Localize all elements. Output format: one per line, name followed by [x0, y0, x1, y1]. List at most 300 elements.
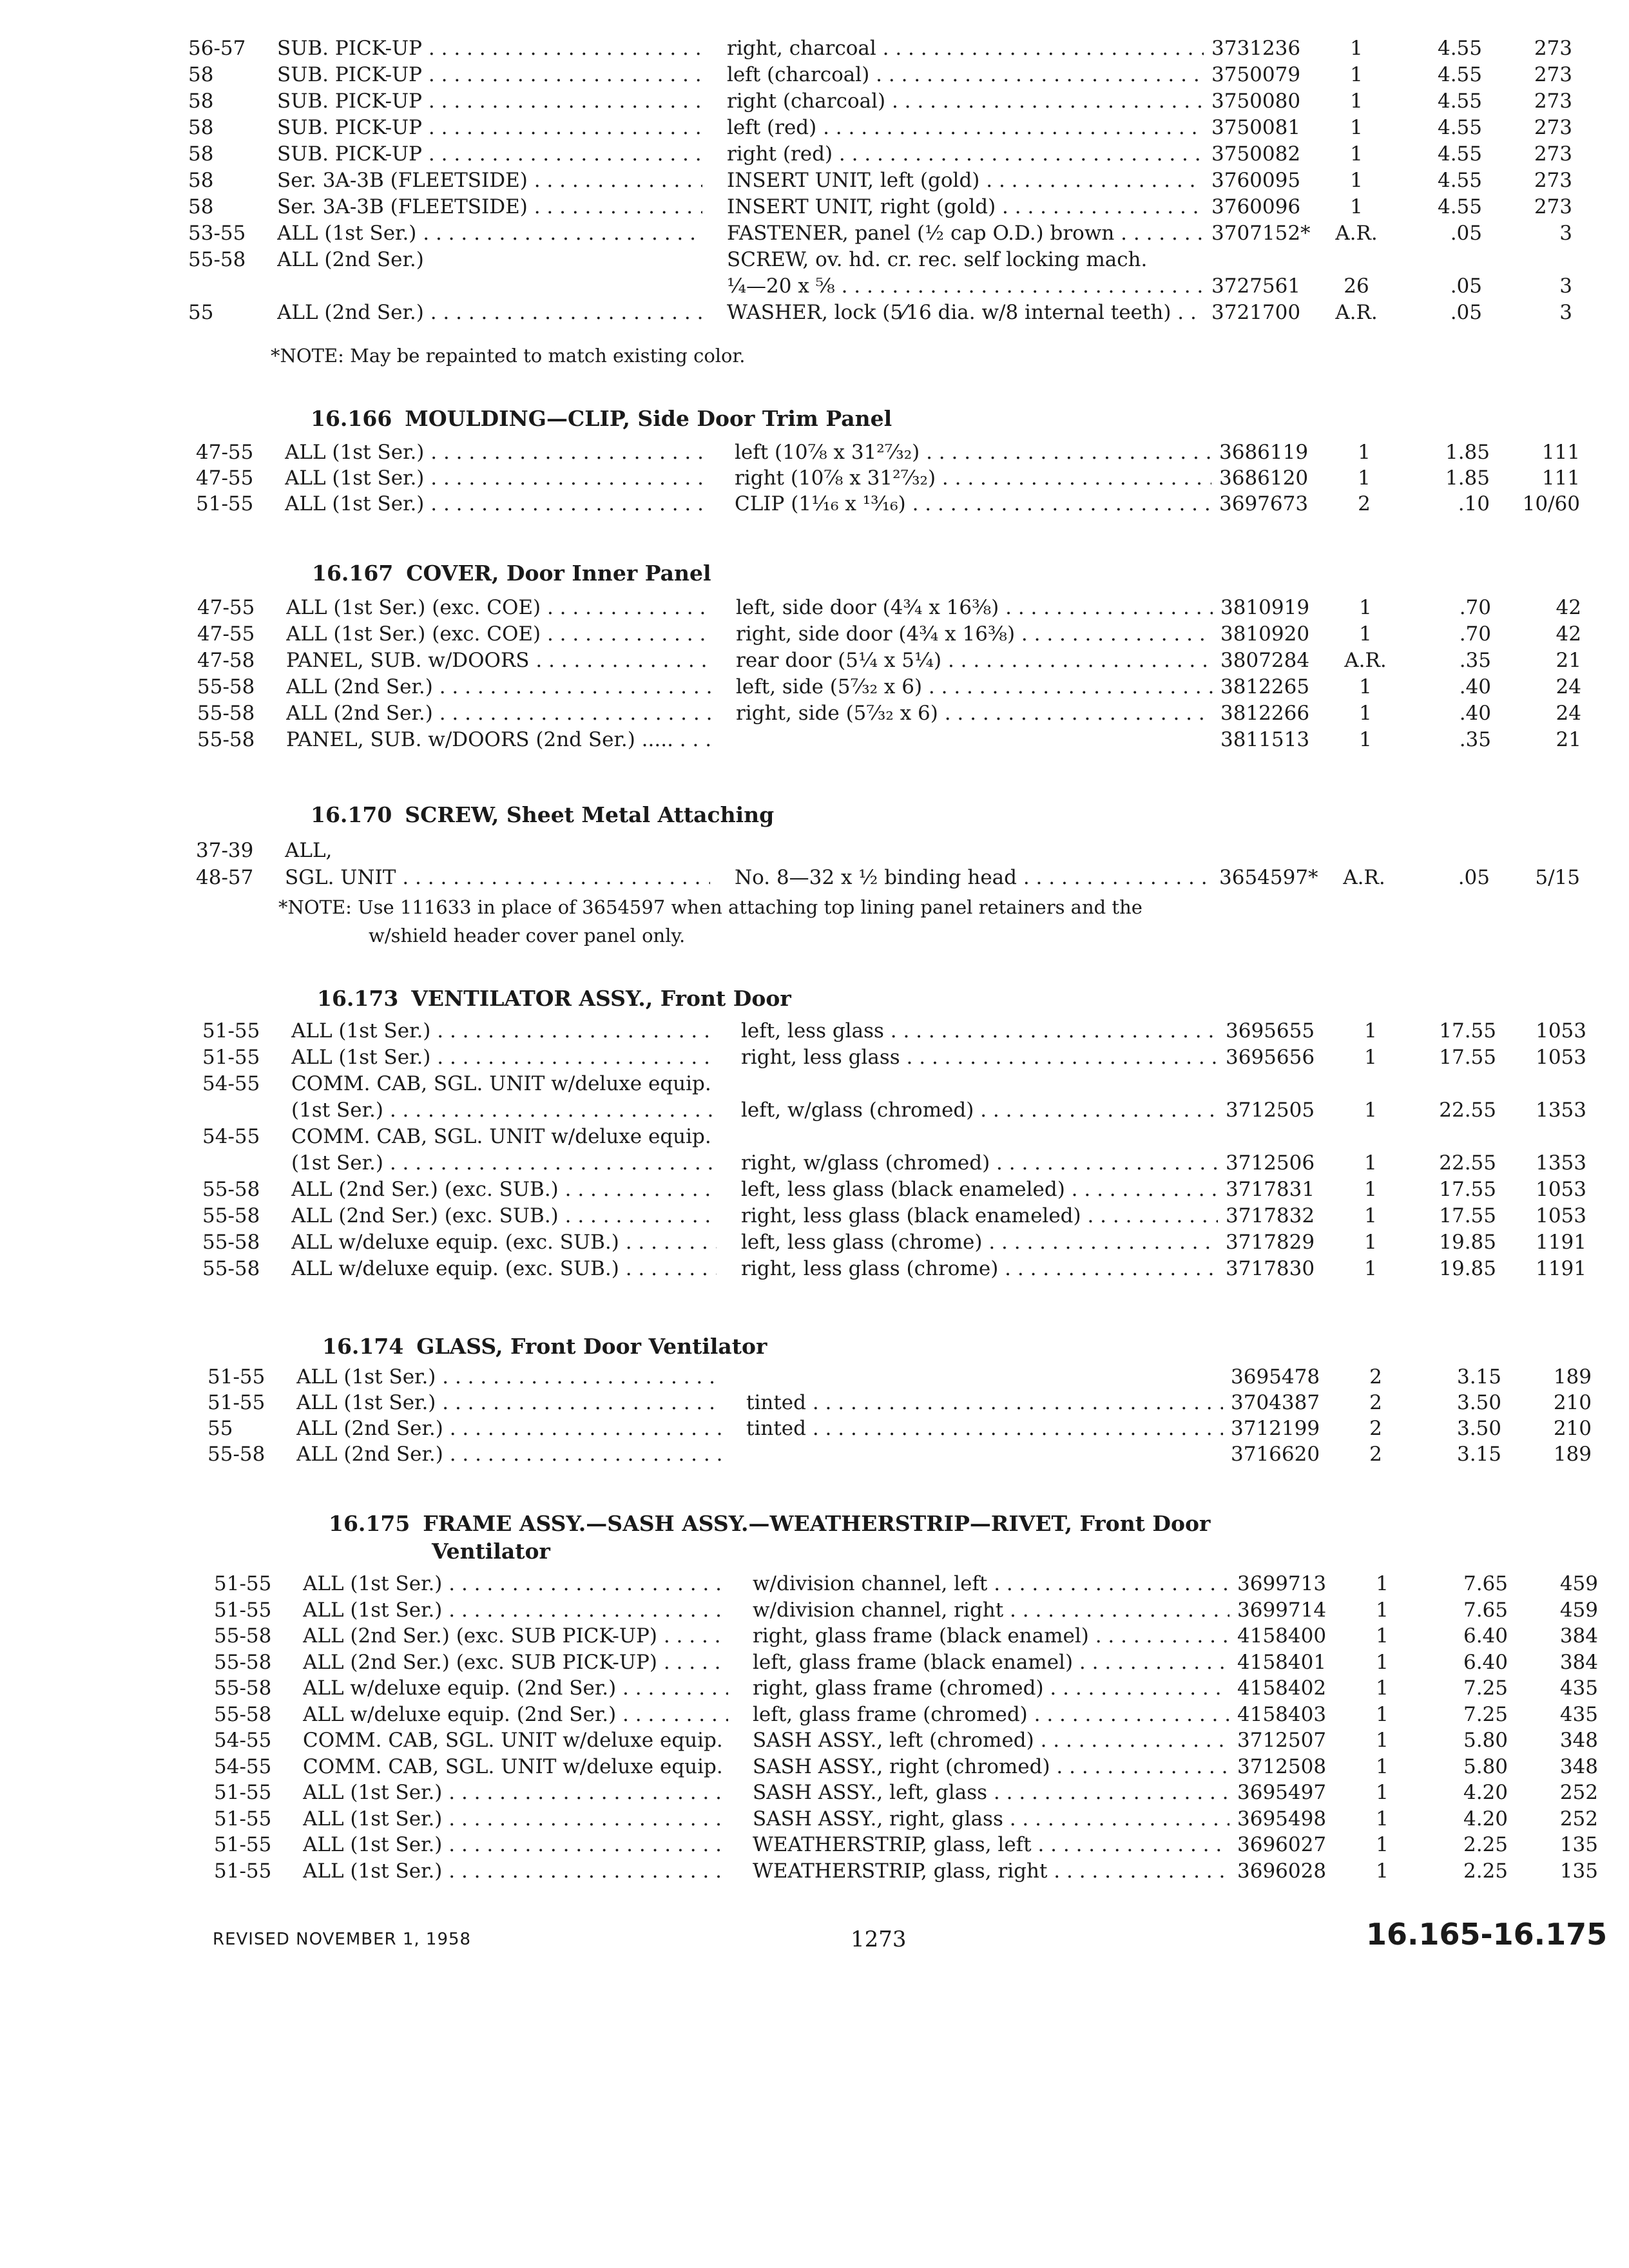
table-row	[19, 1441, 1629, 1467]
section-title: COVER, Door Inner Panel	[406, 561, 711, 586]
description-cell	[727, 194, 1204, 220]
years-cell-text: 55-58	[202, 1204, 260, 1227]
package-price-cell	[1514, 1675, 1598, 1701]
models-cell-text: ALL (2nd Ser.) (exc. SUB PICK-UP) . . .	[303, 1624, 728, 1648]
quantity-cell-text: 1	[1350, 142, 1363, 166]
section-title: SCREW, Sheet Metal Attaching	[405, 802, 775, 827]
part-number-cell-text: 3696027	[1237, 1833, 1327, 1856]
description-cell-text: right, less glass (black enameled) . . .	[741, 1204, 1218, 1227]
price-cell-text: 6.40	[1463, 1651, 1508, 1674]
part-number-cell	[1237, 1832, 1360, 1858]
models-cell-text: ALL (1st Ser.) . . .	[285, 466, 710, 490]
models-cell	[277, 300, 702, 325]
package-price-cell	[1503, 1177, 1586, 1202]
part-number-cell	[1220, 621, 1343, 647]
models-cell	[296, 1416, 722, 1441]
package-price-cell-text: 189	[1553, 1365, 1592, 1389]
models-cell	[286, 595, 711, 620]
quantity-cell	[1347, 1390, 1405, 1416]
package-price-cell	[1498, 674, 1581, 700]
quantity-cell	[1336, 700, 1394, 726]
description-cell	[736, 595, 1213, 620]
description-cell-text: WASHER, lock (5⁄16 dia. w/8 internal teeth) . . .	[727, 301, 1204, 324]
quantity-cell-text: 1	[1359, 728, 1372, 751]
part-number-cell	[1219, 865, 1342, 890]
description-cell	[727, 35, 1204, 61]
models-cell	[296, 1441, 722, 1467]
description-cell-text: right, charcoal . . .	[727, 37, 1204, 60]
price-cell-text: 7.65	[1463, 1599, 1508, 1622]
description-cell	[746, 1390, 1223, 1416]
table-row	[19, 1416, 1629, 1441]
description-cell	[736, 700, 1213, 726]
years-cell	[188, 168, 265, 193]
part-number-cell-text: 3731236	[1211, 37, 1301, 60]
models-cell	[286, 621, 711, 647]
quantity-cell	[1327, 168, 1385, 193]
price-cell	[1411, 1597, 1508, 1623]
quantity-cell	[1335, 865, 1393, 890]
price-cell	[1411, 1649, 1508, 1675]
years-cell-text: 55	[188, 301, 214, 324]
price-cell-text: 19.85	[1439, 1257, 1496, 1280]
models-cell	[277, 220, 702, 246]
price-cell	[1385, 220, 1482, 246]
table-row	[26, 1727, 1629, 1753]
models-cell-text: ALL (1st Ser.) . . .	[303, 1833, 728, 1856]
section-number: 16.170	[311, 802, 392, 827]
package-price-cell-text: 1053	[1536, 1178, 1586, 1201]
models-cell-text: ALL w/deluxe equip. (exc. SUB.) . . .	[291, 1231, 717, 1254]
page-number: 1273	[851, 1927, 907, 1952]
description-cell	[753, 1571, 1229, 1597]
price-cell	[1385, 141, 1482, 167]
quantity-cell	[1327, 220, 1385, 246]
price-cell-text: 6.40	[1463, 1624, 1508, 1648]
table-row	[8, 439, 1629, 465]
package-price-cell	[1514, 1727, 1598, 1753]
package-price-cell	[1498, 727, 1581, 753]
years-cell-text: 56-57	[188, 37, 246, 60]
part-number-cell-text: 3716620	[1231, 1443, 1320, 1466]
models-cell-text: ALL (2nd Ser.) (exc. SUB.) . . .	[291, 1204, 717, 1227]
price-cell	[1400, 1229, 1496, 1255]
quantity-cell	[1336, 727, 1394, 753]
models-cell	[286, 648, 711, 673]
models-cell	[291, 1071, 717, 1097]
quantity-cell	[1327, 300, 1385, 325]
quantity-cell	[1327, 35, 1385, 61]
part-number-cell-text: 3760095	[1211, 169, 1301, 192]
years-cell-text: 55-58	[197, 675, 255, 698]
table-row	[14, 1256, 1629, 1282]
part-number-cell	[1220, 700, 1343, 726]
part-number-cell	[1231, 1441, 1353, 1467]
quantity-cell-text: 1	[1376, 1624, 1389, 1648]
part-number-cell	[1237, 1623, 1360, 1649]
table-row	[26, 1858, 1629, 1884]
price-cell-text: 2.25	[1463, 1833, 1508, 1856]
years-cell	[196, 865, 273, 890]
part-number-cell-text: 3717830	[1226, 1257, 1315, 1280]
description-cell	[736, 621, 1213, 647]
part-number-cell	[1220, 648, 1343, 673]
package-price-cell-text: 1053	[1536, 1019, 1586, 1043]
price-cell	[1411, 1754, 1508, 1780]
quantity-cell	[1327, 194, 1385, 220]
part-number-cell-text: 3695497	[1237, 1781, 1327, 1804]
price-cell-text: 5.80	[1463, 1755, 1508, 1778]
years-cell	[197, 674, 275, 700]
package-price-cell	[1508, 1390, 1592, 1416]
years-cell-text: 51-55	[202, 1046, 260, 1069]
years-cell	[214, 1806, 291, 1832]
part-number-cell	[1226, 1018, 1348, 1044]
part-number-cell-text: 3750079	[1211, 63, 1301, 86]
package-price-cell	[1514, 1702, 1598, 1727]
table-row	[0, 141, 1629, 167]
package-price-cell	[1498, 595, 1581, 620]
quantity-cell	[1342, 1150, 1400, 1176]
years-cell	[214, 1702, 291, 1727]
quantity-cell-text: 1	[1350, 90, 1363, 113]
description-cell	[741, 1150, 1218, 1176]
description-cell-text: left (red) . . .	[727, 116, 1204, 139]
years-cell-text: 55-58	[202, 1178, 260, 1201]
part-number-cell	[1226, 1229, 1348, 1255]
quantity-cell-text: 1	[1350, 37, 1363, 60]
description-cell-text: w/division channel, left . . .	[753, 1572, 1229, 1595]
description-cell	[753, 1675, 1229, 1701]
description-cell-text: rear door (5¼ x 5¼) . . .	[736, 649, 1213, 672]
table-row	[26, 1754, 1629, 1780]
package-price-cell	[1514, 1597, 1598, 1623]
years-cell-text: 51-55	[214, 1860, 272, 1883]
package-price-cell-text: 273	[1534, 169, 1572, 192]
models-cell	[303, 1832, 728, 1858]
price-cell-text: .40	[1459, 702, 1491, 725]
package-price-cell	[1508, 1441, 1592, 1467]
models-cell-text: ALL (1st Ser.) . . .	[303, 1599, 728, 1622]
description-cell	[735, 439, 1211, 465]
price-cell-text: .35	[1459, 649, 1491, 672]
models-cell	[303, 1649, 728, 1675]
quantity-cell-text: 1	[1364, 1204, 1377, 1227]
package-price-cell-text: 348	[1559, 1755, 1598, 1778]
price-cell	[1394, 674, 1491, 700]
price-cell	[1400, 1203, 1496, 1229]
years-cell-text: 51-55	[214, 1781, 272, 1804]
years-cell-text: 47-55	[196, 466, 254, 490]
models-cell-text: SUB. PICK-UP . . .	[277, 37, 702, 60]
package-price-cell-text: 1353	[1536, 1151, 1586, 1175]
part-number-cell	[1237, 1754, 1360, 1780]
part-number-cell-text: 3695498	[1237, 1807, 1327, 1831]
part-number-cell	[1226, 1177, 1348, 1202]
description-cell-text: right, side (5⁷⁄₃₂ x 6) . . .	[736, 702, 1213, 725]
section-note: *NOTE: Use 111633 in place of 3654597 when attaching top lining panel retainers and the	[278, 896, 1142, 918]
description-cell-text: SASH ASSY., right (chromed) . . .	[753, 1755, 1229, 1778]
models-cell	[277, 35, 702, 61]
description-cell-text: right, less glass (chrome) . . .	[741, 1257, 1218, 1280]
part-number-cell-text: 3717832	[1226, 1204, 1315, 1227]
description-cell	[753, 1832, 1229, 1858]
quantity-cell-text: 1	[1376, 1599, 1389, 1622]
years-cell-text: 51-55	[214, 1807, 272, 1831]
package-price-cell-text: 435	[1559, 1677, 1598, 1700]
description-cell-text: SCREW, ov. hd. cr. rec. self locking mach.	[727, 248, 1148, 271]
description-cell	[741, 1097, 1218, 1123]
models-cell	[291, 1150, 717, 1176]
price-cell	[1385, 115, 1482, 140]
models-cell	[286, 700, 711, 726]
section-header	[312, 561, 711, 586]
table-row	[14, 1150, 1629, 1176]
years-cell	[197, 648, 275, 673]
quantity-cell-text: 1	[1376, 1651, 1389, 1674]
description-cell-text: INSERT UNIT, left (gold) . . .	[727, 169, 1204, 192]
price-cell-text: 7.25	[1463, 1703, 1508, 1726]
quantity-cell-text: 1	[1376, 1755, 1389, 1778]
part-number-cell-text: 3760096	[1211, 195, 1301, 218]
price-cell-text: 22.55	[1439, 1151, 1496, 1175]
years-cell	[196, 439, 273, 465]
models-cell	[285, 439, 710, 465]
years-cell-text: 47-55	[196, 441, 254, 464]
price-cell	[1393, 465, 1490, 491]
section-title: VENTILATOR ASSY., Front Door	[411, 986, 791, 1011]
price-cell-text: 3.15	[1456, 1443, 1501, 1466]
quantity-cell-text: 1	[1364, 1231, 1377, 1254]
price-cell-text: 2.25	[1463, 1860, 1508, 1883]
years-cell	[214, 1832, 291, 1858]
quantity-cell	[1327, 141, 1385, 167]
quantity-cell-text: 2	[1369, 1391, 1382, 1414]
package-price-cell-text: 252	[1559, 1807, 1598, 1831]
price-cell-text: 4.20	[1463, 1781, 1508, 1804]
price-cell	[1393, 439, 1490, 465]
table-row	[26, 1780, 1629, 1805]
package-price-cell	[1489, 62, 1572, 88]
part-number-cell	[1219, 491, 1342, 517]
part-number-cell	[1226, 1256, 1348, 1282]
quantity-cell	[1353, 1623, 1411, 1649]
years-cell-text: 55-58	[214, 1703, 272, 1726]
description-cell	[753, 1727, 1229, 1753]
years-cell	[197, 700, 275, 726]
quantity-cell-text: 1	[1364, 1257, 1377, 1280]
years-cell	[214, 1571, 291, 1597]
price-cell	[1405, 1364, 1501, 1390]
quantity-cell	[1335, 465, 1393, 491]
description-cell-text: right, glass frame (black enamel) . . .	[753, 1624, 1229, 1648]
description-cell	[735, 865, 1211, 890]
models-cell	[291, 1124, 717, 1149]
quantity-cell	[1347, 1441, 1405, 1467]
quantity-cell	[1353, 1727, 1411, 1753]
price-cell-text: 4.55	[1437, 195, 1482, 218]
package-price-cell-text: 42	[1556, 622, 1581, 646]
models-cell-text: ALL w/deluxe equip. (2nd Ser.) . . .	[303, 1703, 728, 1726]
models-cell	[303, 1780, 728, 1805]
quantity-cell	[1327, 88, 1385, 114]
models-cell-text: COMM. CAB, SGL. UNIT w/deluxe equip. . . .	[303, 1729, 728, 1752]
table-row	[19, 1390, 1629, 1416]
package-price-cell	[1514, 1623, 1598, 1649]
years-cell-text: 47-55	[197, 622, 255, 646]
description-cell-text: right, less glass . . .	[741, 1046, 1218, 1069]
package-price-cell-text: 252	[1559, 1781, 1598, 1804]
part-number-cell-text: 3812266	[1220, 702, 1310, 725]
years-cell	[188, 35, 265, 61]
part-number-cell	[1226, 1097, 1348, 1123]
models-cell	[286, 727, 711, 753]
description-cell	[753, 1780, 1229, 1805]
table-row	[26, 1571, 1629, 1597]
models-cell	[303, 1806, 728, 1832]
years-cell-text: 51-55	[196, 492, 254, 515]
price-cell-text: 17.55	[1439, 1046, 1496, 1069]
quantity-cell-text: 1	[1376, 1729, 1389, 1752]
quantity-cell	[1335, 439, 1393, 465]
section-number: 16.175	[329, 1511, 410, 1536]
years-cell	[188, 88, 265, 114]
description-cell	[753, 1754, 1229, 1780]
years-cell-text: 58	[188, 116, 214, 139]
table-row	[8, 465, 1629, 491]
quantity-cell	[1342, 1177, 1400, 1202]
package-price-cell	[1496, 465, 1580, 491]
package-price-cell-text: 435	[1559, 1703, 1598, 1726]
description-cell-text: INSERT UNIT, right (gold) . . .	[727, 195, 1204, 218]
description-cell	[741, 1018, 1218, 1044]
years-cell-text: 55-58	[202, 1231, 260, 1254]
price-cell-text: 4.55	[1437, 169, 1482, 192]
description-cell	[753, 1623, 1229, 1649]
price-cell-text: 3.50	[1456, 1391, 1501, 1414]
price-cell-text: 19.85	[1439, 1231, 1496, 1254]
price-cell-text: .05	[1458, 866, 1490, 889]
price-cell	[1400, 1097, 1496, 1123]
package-price-cell	[1514, 1754, 1598, 1780]
part-number-cell-text: 3812265	[1220, 675, 1310, 698]
section-note: *NOTE: May be repainted to match existing color.	[271, 345, 746, 367]
quantity-cell	[1327, 273, 1385, 299]
description-cell-text: right, side door (4¾ x 16⅜) . . .	[736, 622, 1213, 646]
package-price-cell	[1503, 1097, 1586, 1123]
table-row	[0, 35, 1629, 61]
models-cell	[277, 194, 702, 220]
years-cell-text: 47-55	[197, 596, 255, 619]
section-title: GLASS, Front Door Ventilator	[416, 1334, 767, 1359]
description-cell-text: left, less glass . . .	[741, 1019, 1218, 1043]
years-cell	[197, 621, 275, 647]
package-price-cell-text: 1191	[1536, 1257, 1586, 1280]
package-price-cell-text: 111	[1541, 466, 1580, 490]
package-price-cell	[1508, 1416, 1592, 1441]
part-number-cell-text: 3750082	[1211, 142, 1301, 166]
quantity-cell-text: 1	[1364, 1046, 1377, 1069]
quantity-cell-text: 1	[1359, 702, 1372, 725]
years-cell	[202, 1203, 280, 1229]
description-cell	[753, 1649, 1229, 1675]
price-cell-text: 3.50	[1456, 1417, 1501, 1440]
description-cell	[727, 168, 1204, 193]
price-cell	[1400, 1018, 1496, 1044]
part-number-cell-text: 3686120	[1219, 466, 1309, 490]
years-cell	[196, 465, 273, 491]
years-cell-text: 54-55	[214, 1755, 272, 1778]
part-number-cell-text: 4158400	[1237, 1624, 1327, 1648]
quantity-cell	[1336, 621, 1394, 647]
package-price-cell	[1508, 1364, 1592, 1390]
price-cell	[1394, 700, 1491, 726]
table-row	[14, 1097, 1629, 1123]
models-cell-text: ALL (1st Ser.) (exc. COE) . . .	[286, 596, 711, 619]
part-number-cell-text: 3696028	[1237, 1860, 1327, 1883]
models-cell-text: ALL (1st Ser.) . . .	[303, 1572, 728, 1595]
quantity-cell	[1353, 1702, 1411, 1727]
table-row	[26, 1649, 1629, 1675]
description-cell	[727, 273, 1204, 299]
table-row	[0, 168, 1629, 193]
years-cell-text: 58	[188, 90, 214, 113]
package-price-cell	[1489, 168, 1572, 193]
part-number-cell	[1237, 1597, 1360, 1623]
part-number-cell	[1211, 88, 1334, 114]
quantity-cell	[1327, 115, 1385, 140]
package-price-cell-text: 21	[1556, 728, 1581, 751]
models-cell	[277, 62, 702, 88]
part-number-cell-text: 3750080	[1211, 90, 1301, 113]
package-price-cell-text: 348	[1559, 1729, 1598, 1752]
models-cell	[291, 1229, 717, 1255]
package-price-cell	[1498, 648, 1581, 673]
quantity-cell	[1353, 1858, 1411, 1884]
models-cell-text: ALL (1st Ser.) . . .	[296, 1365, 722, 1389]
years-cell	[214, 1675, 291, 1701]
price-cell-text: 1.85	[1445, 441, 1490, 464]
table-row	[26, 1702, 1629, 1727]
description-cell-text: ¼—20 x ⅝ . . .	[727, 274, 1204, 298]
part-number-cell-text: 3704387	[1231, 1391, 1320, 1414]
part-number-cell	[1211, 35, 1334, 61]
price-cell-text: 3.15	[1456, 1365, 1501, 1389]
quantity-cell-text: 1	[1376, 1703, 1389, 1726]
description-cell-text: WEATHERSTRIP, glass, left . . .	[753, 1833, 1229, 1856]
models-cell-text: ALL (2nd Ser.) (exc. SUB PICK-UP) . . .	[303, 1651, 728, 1674]
models-cell-text: ALL (1st Ser.) . . .	[291, 1046, 717, 1069]
models-cell	[285, 465, 710, 491]
quantity-cell-text: 1	[1358, 441, 1371, 464]
package-price-cell	[1496, 439, 1580, 465]
quantity-cell	[1327, 62, 1385, 88]
package-price-cell	[1503, 1150, 1586, 1176]
part-number-cell-text: 3810919	[1220, 596, 1310, 619]
models-cell-text: ALL (2nd Ser.) . . .	[286, 702, 711, 725]
models-cell-text: ALL (1st Ser.) . . .	[277, 222, 702, 245]
models-cell-text: SGL. UNIT . . .	[285, 866, 710, 889]
package-price-cell	[1489, 220, 1572, 246]
years-cell	[202, 1256, 280, 1282]
models-cell-text: ALL (2nd Ser.) . . .	[286, 675, 711, 698]
description-cell-text: tinted . . .	[746, 1417, 1223, 1440]
price-cell	[1385, 273, 1482, 299]
part-number-cell-text: 3654597*	[1219, 866, 1318, 889]
description-cell	[741, 1203, 1218, 1229]
table-row	[14, 1018, 1629, 1044]
part-number-cell-text: 3712505	[1226, 1099, 1315, 1122]
